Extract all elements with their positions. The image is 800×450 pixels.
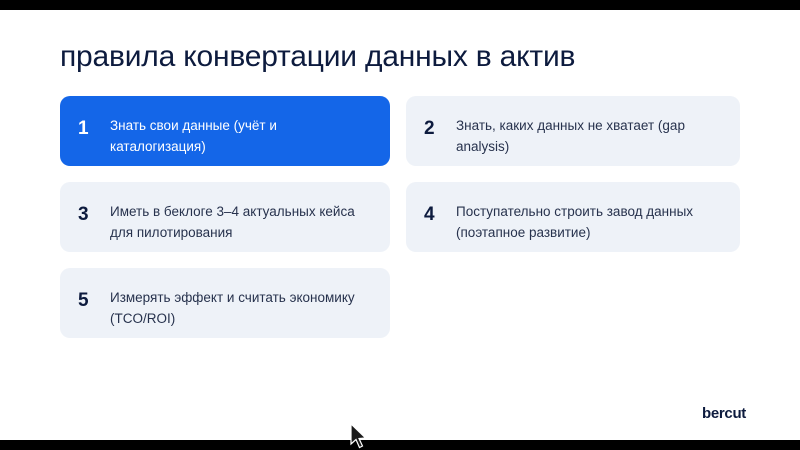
rule-text-2: Знать, каких данных не хватает (gap analysis): [456, 118, 685, 154]
rule-card-1[interactable]: [60, 96, 390, 166]
slide-canvas: [0, 10, 800, 440]
rule-text-1: Знать свои данные (учёт и каталогизация): [110, 118, 277, 154]
page-title: правила конвертации данных в актив: [60, 40, 576, 73]
rule-number-3: 3: [78, 204, 89, 225]
rule-text-3: Иметь в беклоге 3–4 актуальных кейса для пилотирования: [110, 204, 355, 240]
rule-card-5[interactable]: [60, 268, 390, 338]
rule-number-4: 4: [424, 204, 435, 225]
rule-card-2[interactable]: [406, 96, 740, 166]
rule-card-4[interactable]: [406, 182, 740, 252]
rule-card-3[interactable]: [60, 182, 390, 252]
rule-number-5: 5: [78, 290, 89, 311]
rule-number-2: 2: [424, 118, 435, 139]
rule-text-5: Измерять эффект и считать экономику (TCO/ROI): [110, 290, 355, 326]
rule-text-4: Поступательно строить завод данных (поэтапное развитие): [456, 204, 694, 240]
bercut-logo: bercut: [701, 405, 746, 422]
rule-number-1: 1: [78, 118, 89, 139]
